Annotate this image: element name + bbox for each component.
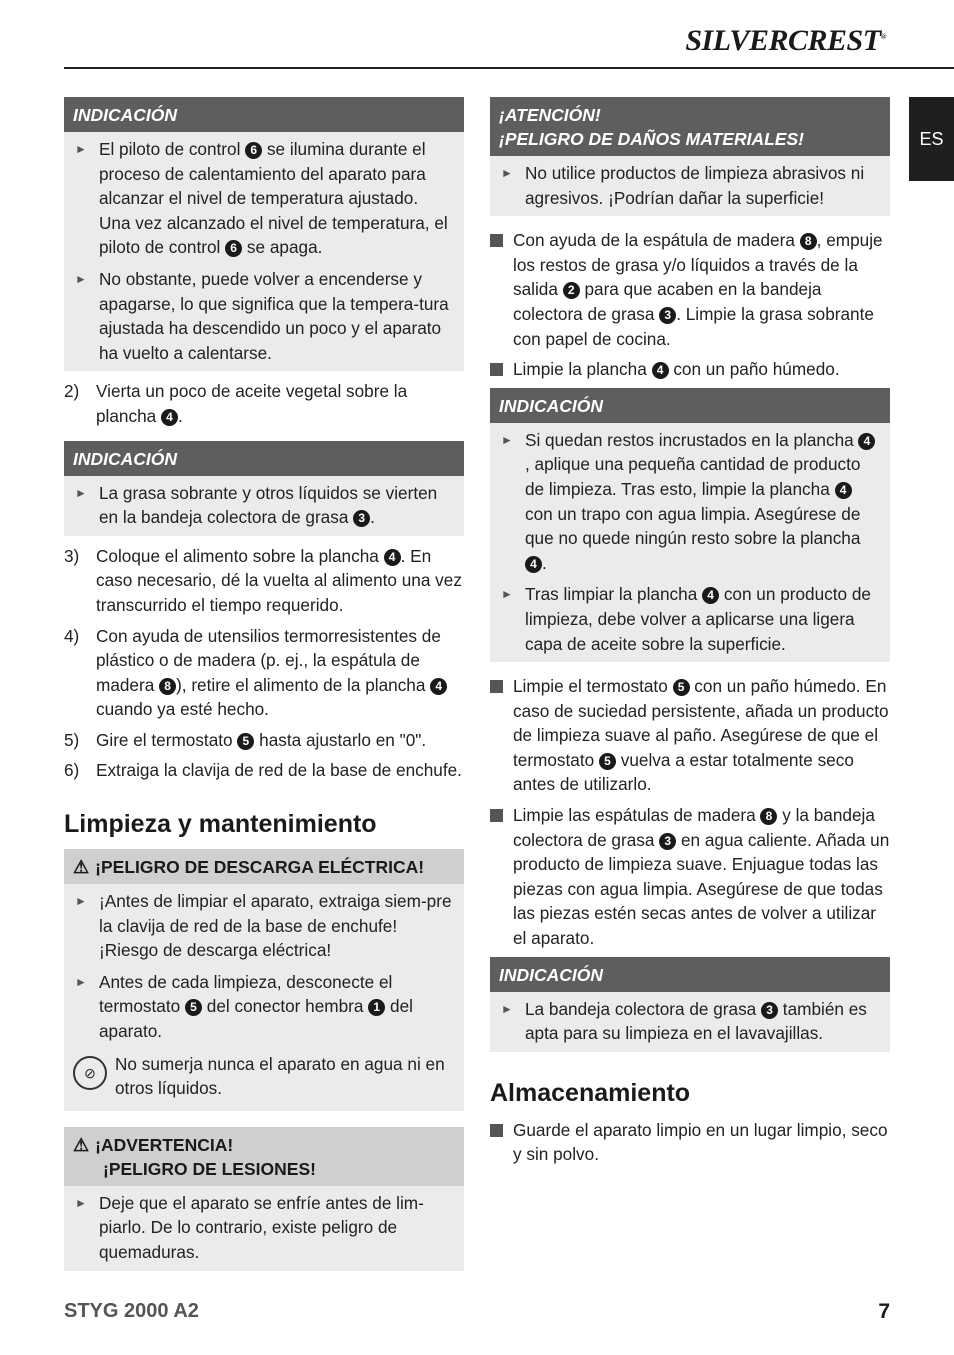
note-bullet: ► El piloto de control 6 se ilumina durante el proceso de calentamiento del aparato para alcanzar el nivel de temperatura ajustado. Una vez alcanzado el nivel de temperatura, el piloto de control 6 se apaga. (64, 132, 464, 262)
step-6: 6) Extraiga la clavija de red de la base de enchufe. (64, 760, 462, 781)
square-bullet-icon (490, 809, 503, 822)
warning-triangle-icon: ⚠ (73, 857, 90, 878)
note-title: INDICACIÓN (64, 441, 464, 476)
section-heading-cleaning: Limpieza y mantenimiento (64, 810, 377, 839)
warning-bullet: ► Deje que el aparato se enfríe antes de lim-piarlo. De lo contrario, existe peligro de quemaduras. (64, 1186, 464, 1267)
note-bullet: ► Tras limpiar la plancha 4 con un producto de limpieza, debe volver a aplicarse una ligera capa de aceite sobre la superficie. (490, 577, 890, 658)
note-bullet: ► La bandeja colectora de grasa 3 también es apta para su limpieza en el lavavajillas. (490, 992, 890, 1048)
cleaning-step: Con ayuda de la espátula de madera 8 , empuje los restos de grasa y/o líquidos a través de la salida 2 para que acaben en la bandeja colectora de grasa 3 . Limpie la grasa sobrante con papel de cocina. (490, 228, 890, 351)
cleaning-step: Limpie la plancha 4 con un paño húmedo. (490, 357, 890, 382)
language-tab: ES (909, 97, 954, 181)
left-column (64, 97, 464, 1279)
note-title: INDICACIÓN (64, 97, 464, 132)
right-column (490, 97, 890, 1173)
note-bullet: ► Si quedan restos incrustados en la plancha 4, aplique una pequeña cantidad de producto de limpieza. Tras esto, limpie la plancha 4 con un trapo con agua limpia. Asegúrese de que no quede ningún resto sobre la plancha 4 . (490, 423, 890, 578)
warning-title: ⚠ ¡ADVERTENCIA! ¡PELIGRO DE LESIONES! (64, 1127, 464, 1186)
attention-box (490, 97, 890, 216)
section-heading-storage: Almacenamiento (490, 1078, 691, 1107)
note-box-4 (490, 957, 890, 1052)
brand-logo: SILVERCREST® (685, 24, 886, 57)
no-immerse-icon: ⊘ (73, 1056, 107, 1090)
square-bullet-icon (490, 680, 503, 693)
danger-bullet: ► ¡Antes de limpiar el aparato, extraiga siem-pre la clavija de red de la base de enchufe! ¡Riesgo de descarga eléctrica! (64, 884, 464, 965)
attention-bullet: ► No utilice productos de limpieza abrasivos ni agresivos. ¡Podrían dañar la superficie! (490, 156, 890, 212)
page-number: 7 (878, 1300, 890, 1323)
danger-title: ⚠ ¡PELIGRO DE DESCARGA ELÉCTRICA! (64, 849, 464, 884)
square-bullet-icon (490, 234, 503, 247)
step-4: 4) Con ayuda de utensilios termorresistentes de plástico o de madera (p. ej., la espátula de madera 8 ), retire el alimento de la plancha 4 cuando ya esté hecho. (64, 624, 464, 722)
step-5: 5) Gire el termostato 5 hasta ajustarlo en "0". (64, 729, 427, 750)
note-title: INDICACIÓN (490, 957, 890, 992)
note-bullet: ► La grasa sobrante y otros líquidos se vierten en la bandeja colectora de grasa 3 . (64, 476, 464, 532)
cleaning-step: Limpie las espátulas de madera 8 y la bandeja colectora de grasa 3 en agua caliente. Añada un producto de limpieza suave. Enjuague todas las piezas con agua limpia. Asegúrese de que todas las piezas estén secas antes de volver a utilizar el aparato. (490, 803, 890, 951)
footer-model: STYG 2000 A2 (64, 1300, 199, 1322)
note-bullet: ► No obstante, puede volver a encenderse y apagarse, lo que significa que la tempera-tura ajustada ha descendido un poco y el aparato ha vuelto a calentarse. (64, 262, 464, 367)
attention-title: ¡ATENCIÓN! ¡PELIGRO DE DAÑOS MATERIALES! (490, 97, 890, 156)
header-rule (64, 67, 954, 69)
cleaning-step: Limpie el termostato 5 con un paño húmedo. En caso de suciedad persistente, añada un producto de limpieza suave al paño. Asegúrese de que el termostato 5 vuelva a estar totalmente seco antes de utilizarlo. (490, 674, 890, 797)
warning-box (64, 1127, 464, 1271)
square-bullet-icon (490, 363, 503, 376)
note-title: INDICACIÓN (490, 388, 890, 423)
storage-step: Guarde el aparato limpio en un lugar limpio, seco y sin polvo. (490, 1118, 890, 1167)
step-3: 3) Coloque el alimento sobre la plancha 4 . En caso necesario, dé la vuelta al alimento una vez transcurrido el tiempo requerido. (64, 545, 462, 615)
note-box-2 (64, 441, 464, 536)
danger-bullet: ► Antes de cada limpieza, desconecte el termostato 5 del conector hembra 1 del aparato. (64, 965, 464, 1046)
note-box-3 (490, 388, 890, 662)
square-bullet-icon (490, 1124, 503, 1137)
danger-box (64, 849, 464, 1111)
warning-triangle-icon: ⚠ (73, 1134, 90, 1155)
no-immerse-note: ⊘ No sumerja nunca el aparato en agua ni en otros líquidos. (64, 1046, 464, 1107)
step-2: 2) Vierta un poco de aceite vegetal sobre la plancha 4 . (64, 381, 408, 426)
note-box-1 (64, 97, 464, 371)
